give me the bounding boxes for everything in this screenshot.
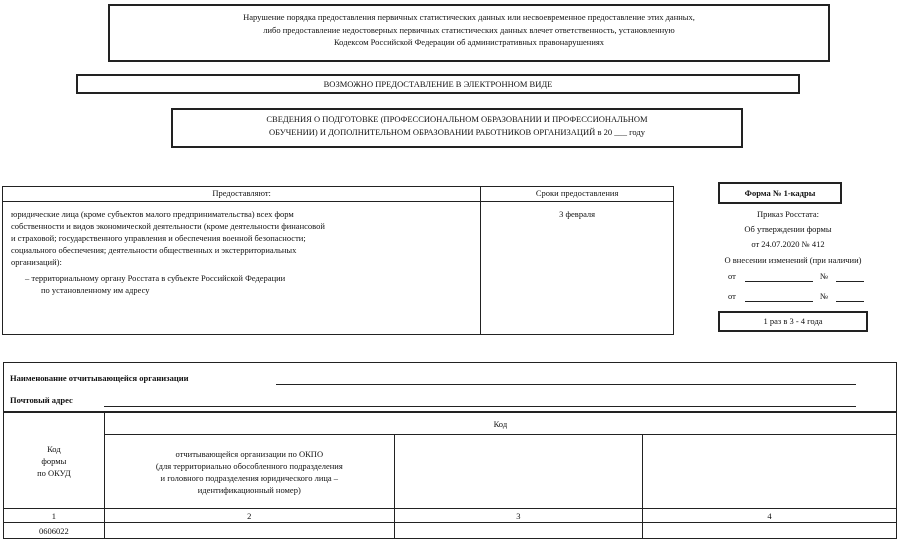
- col-number-2: 2: [104, 509, 394, 523]
- col-number-3: 3: [394, 509, 642, 523]
- deadline-cell: 3 февраля: [481, 202, 674, 335]
- submitters-sub-line: по установленному им адресу: [41, 285, 150, 295]
- okpo-header-cell: [104, 435, 394, 509]
- code-table: [3, 412, 897, 539]
- electronic-submission-note: ВОЗМОЖНО ПРЕДОСТАВЛЕНИЕ В ЭЛЕКТРОННОМ ВИДЕ: [76, 74, 800, 94]
- okpo-header-line: идентификационный номер): [197, 484, 301, 495]
- periodicity-box: 1 раз в 3 - 4 года: [718, 311, 868, 332]
- postal-address-label: Почтовый адрес: [10, 395, 73, 405]
- approval-title-line: Об утверждении формы: [744, 224, 832, 234]
- org-name-field[interactable]: [276, 384, 856, 385]
- deadline-header: Сроки предоставления: [481, 187, 674, 202]
- amendments-line: О внесении изменений (при наличии): [724, 255, 862, 265]
- warning-line-2: либо предоставление недостоверных первичных статистических данных влечет ответственность, установленную: [263, 24, 675, 35]
- col-number-4: 4: [642, 509, 896, 523]
- form-title-line-1: СВЕДЕНИЯ О ПОДГОТОВКЕ (ПРОФЕССИОНАЛЬНОМ ОБРАЗОВАНИИ И ПРОФЕССИОНАЛЬНОМ: [266, 114, 648, 124]
- submitters-cell: [3, 202, 481, 335]
- amend-date-label-1: от: [728, 271, 736, 281]
- okud-header-line: формы: [41, 455, 67, 466]
- amend-date-field-2[interactable]: [745, 301, 813, 302]
- form-number-box: Форма № 1-кадры: [718, 182, 842, 204]
- form-title: [171, 108, 743, 148]
- submitters-line: социального обеспечения; деятельности общественных и экстерриториальных: [11, 245, 297, 255]
- submitters-table: [2, 186, 674, 335]
- amend-number-label-2: №: [820, 291, 829, 301]
- submitters-line: организаций):: [11, 257, 62, 267]
- approval-date-line: от 24.07.2020 № 412: [751, 239, 825, 249]
- amend-date-field-1[interactable]: [745, 281, 813, 282]
- okud-header-cell: [4, 413, 105, 509]
- code-header-cell: Код: [104, 413, 896, 435]
- warning-line-1: Нарушение порядка предоставления первичных статистических данных или несвоевременное предоставление этих данных,: [243, 12, 695, 22]
- submitters-line: собственности и видов экономической деятельности (кроме деятельности финансовой: [11, 221, 325, 231]
- amend-number-field-2[interactable]: [836, 301, 864, 302]
- okpo-value-cell[interactable]: [104, 523, 394, 539]
- okpo-header-line: отчитывающейся организации по ОКПО: [175, 448, 324, 459]
- col-number-1: 1: [4, 509, 105, 523]
- code-col3-value-cell[interactable]: [394, 523, 642, 539]
- postal-address-field[interactable]: [104, 406, 856, 407]
- code-col3-header: [394, 435, 642, 509]
- submitters-sub-line: – территориальному органу Росстата в субъекте Российской Федерации: [25, 273, 286, 283]
- okud-header-line: Код: [47, 443, 61, 454]
- okpo-header-line: (для территориально обособленного подразделения: [155, 460, 343, 471]
- approval-order-line: Приказ Росстата:: [756, 209, 820, 219]
- submitters-line: и страховой; государственного управления и обеспечения военной безопасности;: [11, 233, 306, 243]
- okud-value-cell: 0606022: [4, 523, 105, 539]
- submitters-line: юридические лица (кроме субъектов малого предпринимательства) всех форм: [11, 209, 294, 219]
- okud-header-line: по ОКУД: [37, 467, 71, 478]
- amend-number-label-1: №: [820, 271, 829, 281]
- amend-date-label-2: от: [728, 291, 736, 301]
- organization-info-block: [3, 362, 897, 412]
- amend-number-field-1[interactable]: [836, 281, 864, 282]
- code-col4-value-cell[interactable]: [642, 523, 896, 539]
- code-col4-header: [642, 435, 896, 509]
- submitters-header: Предоставляют:: [3, 187, 481, 202]
- warning-line-3: Кодексом Российской Федерации об административных правонарушениях: [333, 37, 605, 47]
- okpo-header-line: и головного подразделения юридического лица –: [160, 472, 339, 483]
- violation-warning-box: [108, 4, 830, 62]
- form-title-line-2: ОБУЧЕНИИ) И ДОПОЛНИТЕЛЬНОМ ОБРАЗОВАНИИ РАБОТНИКОВ ОРГАНИЗАЦИЙ в 20 ___ году: [269, 126, 645, 137]
- org-name-label: Наименование отчитывающейся организации: [10, 373, 189, 383]
